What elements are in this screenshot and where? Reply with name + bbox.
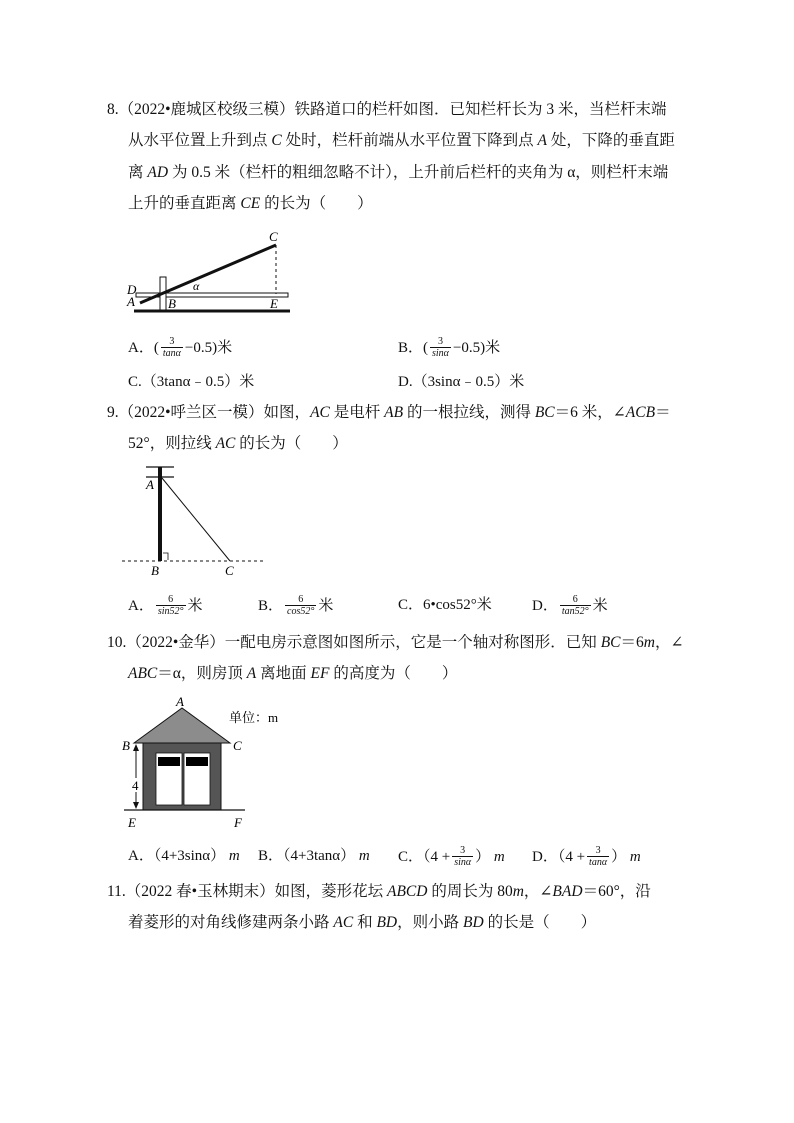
- q9-option-d[interactable]: D． $\frac{6}{\tan 52^\circ}$ 米: [532, 594, 608, 617]
- q10-option-b[interactable]: B．（4+3tanα） m: [258, 848, 370, 864]
- q8-label-d: D: [127, 282, 137, 297]
- q10-line-1: 10.（2022•金华）一配电房示意图如图所示，它是一个轴对称图形．已知 BC＝6m，∠: [107, 634, 684, 651]
- q9-option-a[interactable]: A． $\frac{6}{\sin 52^\circ}$ 米: [128, 594, 203, 617]
- q10-door-left-band: [158, 757, 180, 766]
- q10-unit-label: 单位：m: [229, 710, 279, 725]
- q8-line-1: 8.（2022•鹿城区校级三模）铁路道口的栏杆如图．已知栏杆长为 3 米，当栏杆末端: [107, 101, 667, 118]
- q8-option-a[interactable]: A．( $\frac{3}{\tan\alpha}$ −0.5)米: [128, 336, 233, 359]
- q10-label-c: C: [233, 738, 242, 753]
- q10-arrow-up: [133, 744, 139, 751]
- q9-option-c[interactable]: C．6•cos52°米: [398, 597, 492, 613]
- q8-option-a-fraction: $\frac{3}{\tan\alpha}$: [162, 336, 181, 359]
- q9-option-a-fraction: $\frac{6}{\sin 52^\circ}$: [157, 594, 184, 617]
- q10-option-c-fraction: $\frac{3}{\sin\alpha}$: [454, 845, 472, 868]
- q10-line-2: ABC＝α，则房顶 A 离地面 EF 的高度为（ ）: [128, 665, 458, 682]
- q8-label-c: C: [269, 229, 278, 244]
- q10-label-e: E: [128, 815, 136, 830]
- q8-line-2: 从水平位置上升到点 C 处时，栏杆前端从水平位置下降到点 A 处，下降的垂直距: [128, 132, 675, 149]
- q9-label-c: C: [225, 563, 234, 578]
- q9-label-a: A: [146, 477, 154, 492]
- q9-option-d-fraction: $\frac{6}{\tan 52^\circ}$: [561, 594, 589, 617]
- q8-line-4: 上升的垂直距离 CE 的长为（ ）: [128, 195, 373, 212]
- q8-option-c[interactable]: C.（3tanα﹣0.5）米: [128, 374, 255, 390]
- q10-label-four: 4: [132, 778, 139, 793]
- q10-label-f: F: [234, 815, 242, 830]
- q9-line-2: 52°，则拉线 AC 的长为（ ）: [128, 435, 348, 452]
- q10-option-c[interactable]: C．（4 + $\frac{3}{\sin\alpha}$ ） m: [398, 845, 505, 868]
- q8-option-b-fraction: $\frac{3}{\sin\alpha}$: [432, 336, 449, 359]
- q10-option-a[interactable]: A．（4+3sinα） m: [128, 848, 240, 864]
- q10-label-a: A: [176, 694, 184, 709]
- q8-label-e: E: [270, 296, 278, 311]
- q10-arrow-down: [133, 802, 139, 809]
- q11-line-1: 11.（2022 春•玉林期末）如图，菱形花坛 ABCD 的周长为 80m，∠BAD＝60°，沿: [107, 883, 651, 900]
- q10-door-right-band: [186, 757, 208, 766]
- q8-label-alpha: α: [193, 279, 200, 293]
- q10-option-d[interactable]: D．（4 + $\frac{3}{\tan\alpha}$ ） m: [532, 845, 641, 868]
- q9-line-1: 9.（2022•呼兰区一模）如图，AC 是电杆 AB 的一根拉线，测得 BC＝6 米，∠ACB＝: [107, 404, 671, 421]
- q9-option-b[interactable]: B． $\frac{6}{\cos 52^\circ}$ 米: [258, 594, 334, 617]
- q9-label-b: B: [151, 563, 159, 578]
- q8-label-a: A: [127, 294, 135, 309]
- q10-option-d-fraction: $\frac{3}{\tan\alpha}$: [589, 845, 608, 868]
- q10-label-b: B: [122, 738, 130, 753]
- q8-label-b: B: [168, 296, 176, 311]
- q10-roof: [134, 708, 230, 743]
- q8-option-d[interactable]: D.（3sinα﹣0.5）米: [398, 374, 525, 390]
- q11-line-2: 着菱形的对角线修建两条小路 AC 和 BD，则小路 BD 的长是（ ）: [128, 914, 597, 931]
- q8-option-b[interactable]: B．( $\frac{3}{\sin\alpha}$ −0.5)米: [398, 336, 501, 359]
- q8-line-3: 离 AD 为 0.5 米（栏杆的粗细忽略不计），上升前后栏杆的夹角为 α，则栏杆末端: [128, 164, 669, 181]
- q9-option-b-fraction: $\frac{6}{\cos 52^\circ}$: [287, 594, 315, 617]
